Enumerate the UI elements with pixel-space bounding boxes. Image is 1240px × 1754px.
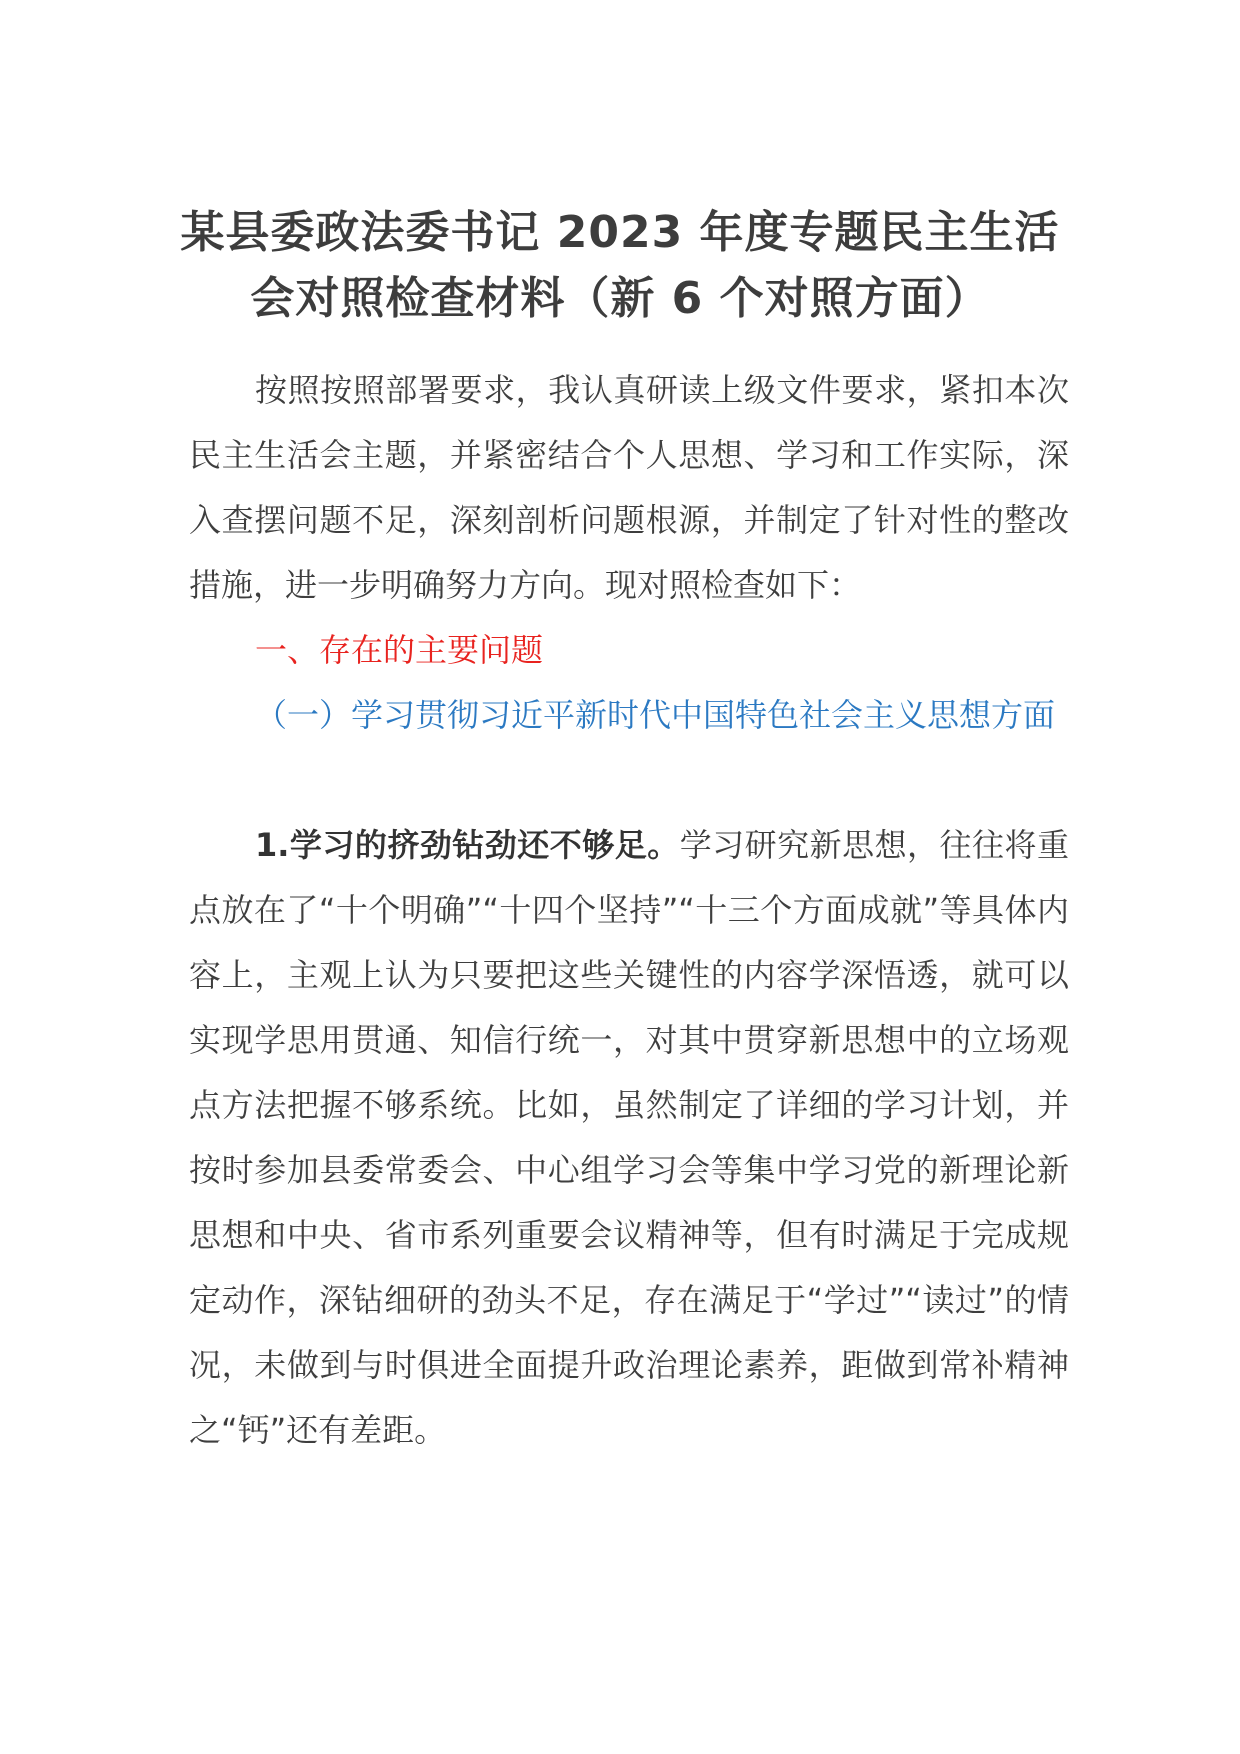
title-line-2: 会对照检查材料（新 6 个对照方面） (250, 273, 990, 324)
point-1-lead: 1.学习的挤劲钻劲还不够足。 (255, 826, 680, 864)
document-title (150, 200, 1090, 332)
point-1-body: 学习研究新思想，往往将重点放在了“十个明确”“十四个坚持”“十三个方面成就”等具体内容上，主观上认为只要把这些关键性的内容学深悟透，就可以实现学思用贯通、知信行统一，对其中贯穿新思想中的立场观点方法把握不够系统。比如，虽然制定了详细的学习计划，并按时参加县委常委会、中心组学习会等集中学习党的新理论新思想和中央、省市系列重要会议精神等，但有时满足于完成规定动作，深钻细研的劲头不足，存在满足于“学过”“读过”的情况，未做到与时俱进全面提升政治理论素养，距做到常补精神之“钙”还有差距。 (189, 826, 1069, 1449)
title-line-1: 某县委政法委书记 2023 年度专题民主生活 (180, 207, 1060, 258)
intro-paragraph: 按照按照部署要求，我认真研读上级文件要求，紧扣本次民主生活会主题，并紧密结合个人思想、学习和工作实际，深入查摆问题不足，深刻剖析问题根源，并制定了针对性的整改措施，进一步明确努力方向。现对照检查如下： (189, 371, 1069, 604)
section-heading-problems: 一、存在的主要问题 (255, 631, 544, 669)
point-1-paragraph (189, 813, 1069, 1463)
subsection-heading-study: （一）学习贯彻习近平新时代中国特色社会主义思想方面 (255, 696, 1056, 734)
